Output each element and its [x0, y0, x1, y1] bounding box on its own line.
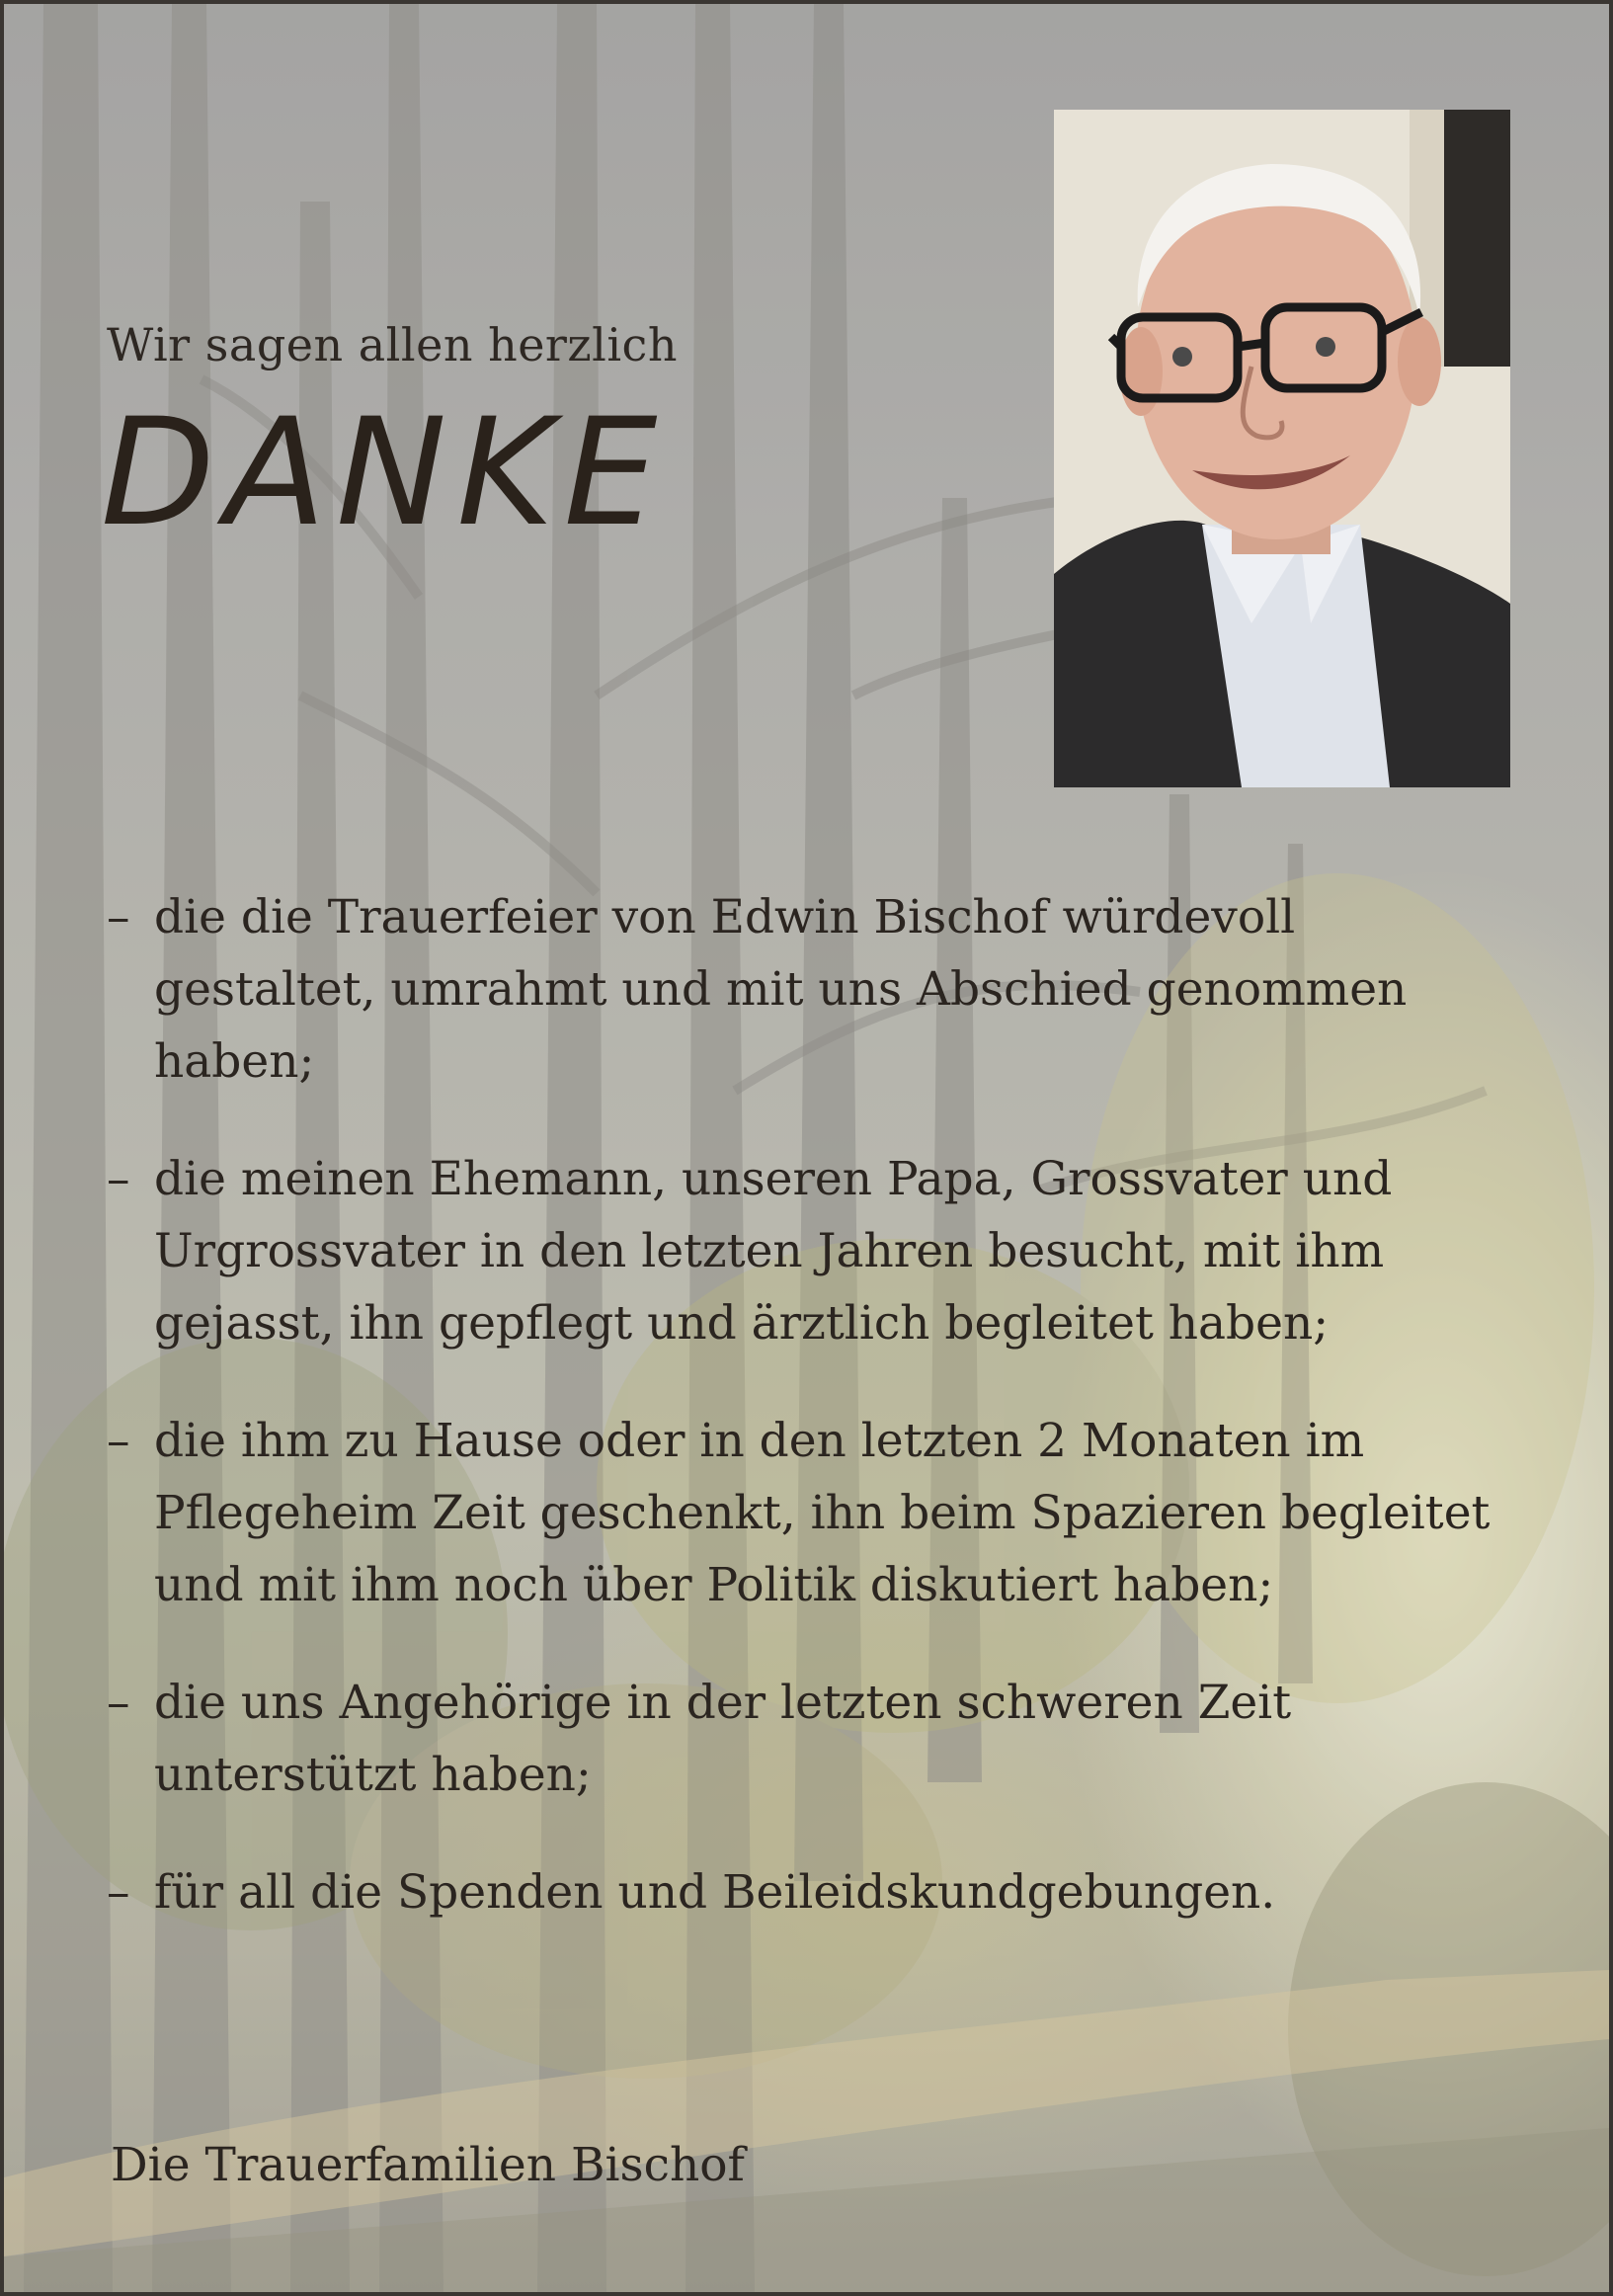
- list-item-text: die ihm zu Hause oder in den letzten 2 Monaten im Pflegeheim Zeit geschenkt, ihn beim Spazieren begleitet und mit ihm noch über Politik diskutiert haben;: [154, 1414, 1491, 1612]
- list-item-text: die uns Angehörige in der letzten schweren Zeit unterstützt haben;: [154, 1676, 1292, 1802]
- portrait-photo: [1054, 110, 1510, 787]
- dash-bullet: –: [107, 1676, 130, 1730]
- list-item-text: die die Trauerfeier von Edwin Bischof würdevoll gestaltet, umrahmt und mit uns Abschied genommen haben;: [154, 890, 1408, 1089]
- signature-family: Die Trauerfamilien Bischof: [111, 2138, 745, 2192]
- headline-danke: DANKE: [101, 387, 668, 559]
- list-item: [107, 1405, 1529, 1621]
- list-item: [107, 1856, 1529, 1928]
- thanks-list: [107, 881, 1529, 1974]
- dash-bullet: –: [107, 890, 130, 944]
- list-item-text: die meinen Ehemann, unseren Papa, Grossvater und Urgrossvater in den letzten Jahren besucht, mit ihm gejasst, ihn gepflegt und ärztlich begleitet haben;: [154, 1152, 1393, 1351]
- dash-bullet: –: [107, 1414, 130, 1468]
- list-item: [107, 1667, 1529, 1811]
- intro-text: Wir sagen allen herzlich: [107, 318, 678, 371]
- list-item: [107, 881, 1529, 1098]
- dash-bullet: –: [107, 1865, 130, 1920]
- list-item: [107, 1143, 1529, 1359]
- list-item-text: für all die Spenden und Beileidskundgebungen.: [154, 1865, 1276, 1920]
- dash-bullet: –: [107, 1152, 130, 1206]
